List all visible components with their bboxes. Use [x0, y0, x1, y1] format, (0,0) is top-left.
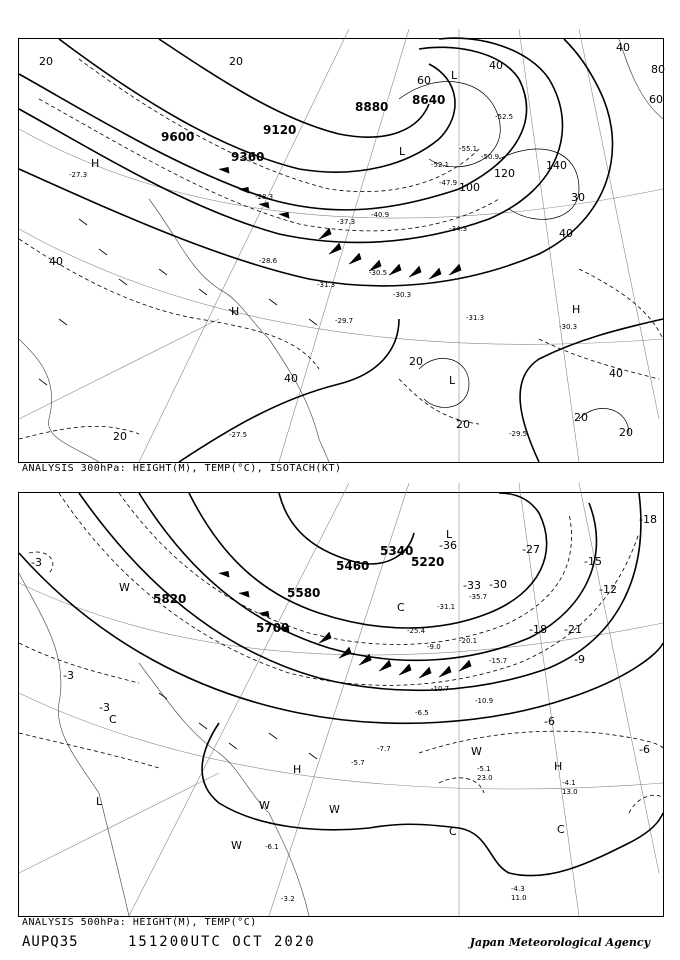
chart-300hpa-map	[19, 39, 663, 462]
temp-value: -25.4	[407, 627, 426, 635]
isotach-label: 120	[494, 167, 515, 180]
temp-value: -28.6	[259, 257, 278, 265]
cold-center: C	[449, 825, 457, 838]
high-center: H	[91, 157, 100, 170]
temp-value: -30.3	[559, 323, 578, 331]
isotach-label: 20	[113, 430, 127, 443]
temp-value: -4.3	[511, 885, 525, 893]
isotach-contours	[399, 82, 629, 434]
temp-value: -35.7	[469, 593, 488, 601]
caption-300hpa: ANALYSIS 300hPa: HEIGHT(M), TEMP(°C), ISOTACH(KT)	[22, 463, 342, 474]
temp-value: -31.1	[437, 603, 456, 611]
isotach-label: 40	[489, 59, 503, 72]
chart-500hpa	[18, 492, 664, 917]
height-label: 5580	[287, 586, 321, 600]
temp-value: -50.9	[481, 153, 500, 161]
agency-name: Japan Meteorological Agency	[469, 936, 650, 949]
warm-center: W	[231, 839, 242, 852]
warm-center: W	[329, 803, 340, 816]
height-contours	[19, 493, 663, 876]
isotach-label: 40	[559, 227, 573, 240]
height-label: 5460	[336, 559, 370, 573]
low-center: L	[446, 528, 453, 541]
temp-value: -28.3	[255, 193, 274, 201]
temp-value: -52.1	[431, 161, 450, 169]
temp-value: 11.0	[511, 894, 527, 902]
isotach-label: 20	[619, 426, 633, 439]
temp-value: -6.1	[265, 843, 279, 851]
temp-value: -4.1	[562, 779, 576, 787]
temp-contour-label: -33	[463, 579, 481, 592]
chart-500hpa-map	[19, 493, 663, 916]
temp-value: -10.9	[475, 697, 494, 705]
temp-contour-label: -6	[544, 715, 555, 728]
isotach-label: 40	[616, 41, 630, 54]
temp-contour-label: -18	[529, 623, 547, 636]
temp-value: -5.7	[351, 759, 365, 767]
analysis-time: 151200UTC OCT 2020	[128, 934, 316, 950]
temp-value: -27.5	[229, 431, 248, 439]
low-center: L	[96, 795, 103, 808]
height-label: 9360	[231, 150, 265, 164]
chart-300hpa	[18, 38, 664, 463]
temp-value: -10.7	[431, 685, 450, 693]
isotach-label: 20	[409, 355, 423, 368]
temp-value: -31.3	[466, 314, 485, 322]
isotach-label: 140	[546, 159, 567, 172]
temp-contour-label: -9	[574, 653, 585, 666]
temp-value: -7.7	[377, 745, 391, 753]
temp-value: -37.3	[337, 218, 356, 226]
isotach-label: 80	[651, 63, 665, 76]
high-center: H	[554, 760, 563, 773]
isotach-label: 20	[456, 418, 470, 431]
isotach-label: 60	[417, 74, 431, 87]
temp-contour-label: -36	[439, 539, 457, 552]
temp-contour-label: -12	[599, 583, 617, 596]
temp-value: 23.0	[477, 774, 493, 782]
temp-value: -20.1	[459, 637, 478, 645]
low-center: L	[451, 69, 458, 82]
isotach-label: 100	[459, 181, 480, 194]
high-center: H	[572, 303, 581, 316]
temp-value: -34.3	[449, 225, 468, 233]
temp-value: -30.3	[393, 291, 412, 299]
isotach-label: 40	[49, 255, 63, 268]
temp-value: -9.0	[427, 643, 441, 651]
temp-contour-label: -3	[31, 556, 42, 569]
isotach-label: 20	[574, 411, 588, 424]
temp-value: -30.5	[369, 269, 388, 277]
temp-contour-label: -3	[99, 701, 110, 714]
height-label: 5820	[153, 592, 187, 606]
warm-center: W	[119, 581, 130, 594]
caption-500hpa: ANALYSIS 500hPa: HEIGHT(M), TEMP(°C)	[22, 917, 257, 928]
temp-value: -15.7	[489, 657, 508, 665]
temp-value: -6.5	[415, 709, 429, 717]
height-label: 5220	[411, 555, 445, 569]
temp-contour-label: -21	[564, 623, 582, 636]
temp-contour-label: -27	[522, 543, 540, 556]
isotach-label: 40	[609, 367, 623, 380]
warm-center: W	[259, 799, 270, 812]
temp-value: -5.1	[477, 765, 491, 773]
isotach-label: 60	[649, 93, 663, 106]
graticule	[19, 29, 663, 462]
height-label: 9600	[161, 130, 195, 144]
temp-value: -47.9	[439, 179, 458, 187]
cold-center: C	[397, 601, 405, 614]
isotach-label: 20	[39, 55, 53, 68]
temp-contour-label: -6	[639, 743, 650, 756]
isotach-label: 30	[571, 191, 585, 204]
warm-center: W	[471, 745, 482, 758]
height-contours	[19, 38, 663, 462]
height-label: 9120	[263, 123, 297, 137]
low-center: L	[399, 145, 406, 158]
temp-contour-label: -18	[639, 513, 657, 526]
temp-value: -29.5	[509, 430, 528, 438]
temp-value: 13.0	[562, 788, 578, 796]
wind-barbs	[39, 167, 461, 385]
isotach-label: 20	[229, 55, 243, 68]
chart-code: AUPQ35	[22, 934, 79, 950]
temp-contour-label: -30	[489, 578, 507, 591]
temp-value: -27.3	[69, 171, 88, 179]
height-label: 5700	[256, 621, 290, 635]
height-label: 8640	[412, 93, 446, 107]
height-label: 8880	[355, 100, 389, 114]
height-label: 5340	[380, 544, 414, 558]
high-center: H	[293, 763, 302, 776]
temp-value: -55.1	[459, 145, 478, 153]
temp-value: -40.9	[371, 211, 390, 219]
temp-value: -3.2	[281, 895, 295, 903]
temp-value: -31.3	[317, 281, 336, 289]
temp-value: -29.7	[335, 317, 354, 325]
temp-contour-label: -15	[584, 555, 602, 568]
cold-center: C	[109, 713, 117, 726]
isotach-label: 40	[284, 372, 298, 385]
low-center: L	[449, 374, 456, 387]
coastlines	[19, 39, 663, 462]
high-center: H	[231, 305, 240, 318]
temp-value: -52.5	[495, 113, 514, 121]
temp-contour-label: -3	[63, 669, 74, 682]
cold-center: C	[557, 823, 565, 836]
